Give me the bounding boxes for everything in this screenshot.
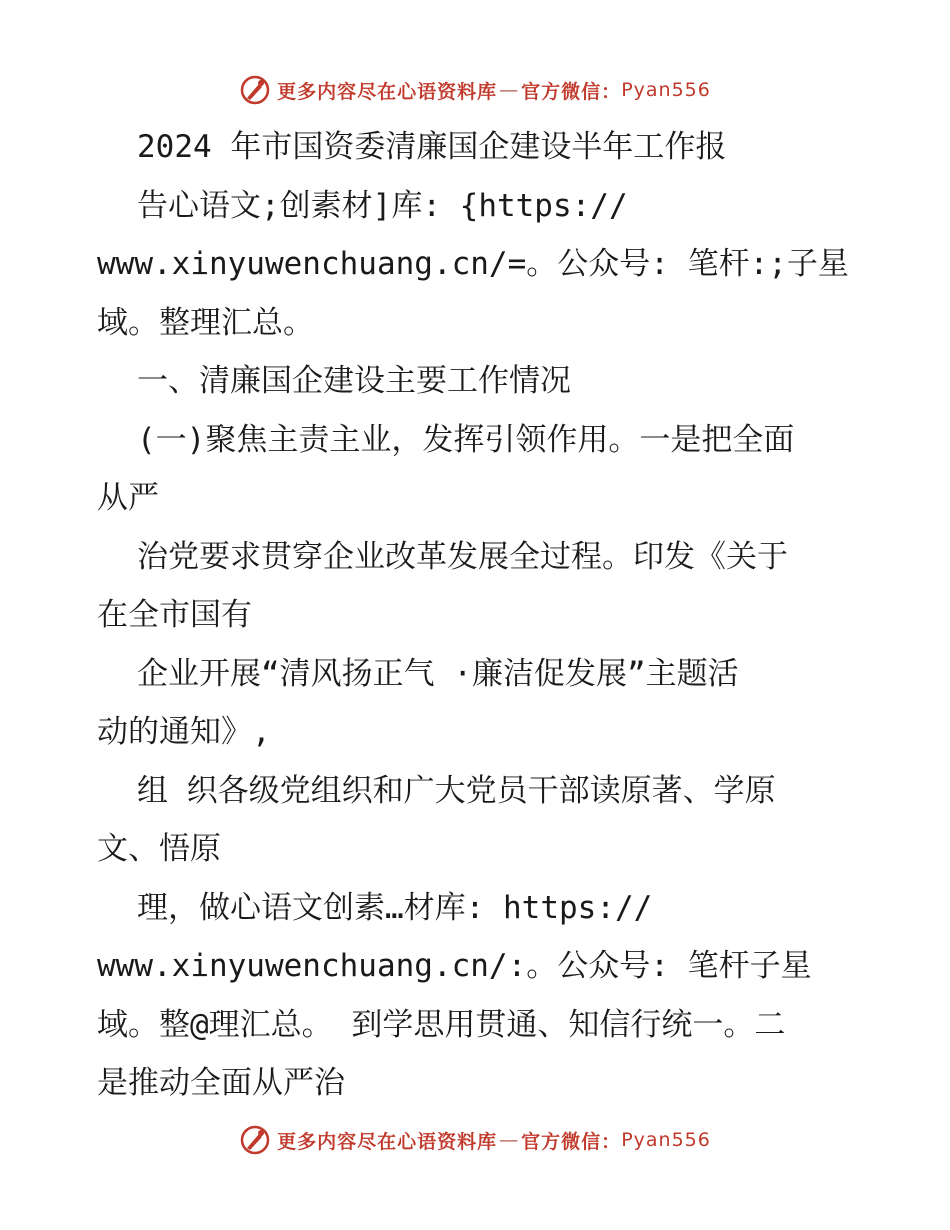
text-line: 从严: [97, 480, 159, 516]
header-watermark: [0, 70, 950, 110]
title-line-2: 告心语文;创素材]库: {https://: [137, 187, 628, 224]
text-line: 治党要求贯穿企业改革发展全过程。印发《关于: [137, 538, 788, 575]
watermark-separator: —: [499, 1129, 520, 1151]
document-body: [97, 118, 857, 1113]
text-line: 组 织各级党组织和广大党员干部读原著、学原: [137, 772, 776, 809]
section-heading: 一、清廉国企建设主要工作情况: [137, 363, 571, 399]
text-line: 文、悟原: [97, 831, 221, 867]
text-line: 域。整理汇总。: [97, 304, 314, 341]
watermark-text: 更多内容尽在心语资料库: [277, 80, 498, 103]
text-line: 理，做心语文创素…材库: https://: [137, 889, 653, 926]
watermark-separator: —: [499, 79, 520, 101]
text-line: 是推动全面从严治: [97, 1065, 345, 1101]
text-line: 域。整@理汇总。 到学思用贯通、知信行统一。二: [97, 1006, 786, 1043]
pen-circle-logo-icon: [239, 1124, 271, 1156]
text-line: 动的通知》,: [97, 714, 271, 750]
watermark-text: 更多内容尽在心语资料库: [277, 1130, 498, 1153]
watermark-wechat-id: Pyan556: [621, 79, 711, 101]
watermark-suffix: 官方微信：: [521, 80, 622, 103]
text-line: www.xinyuwenchuang.cn/=。公众号: 笔杆:;子星: [97, 246, 849, 282]
text-line: 企业开展“清风扬正气 ·廉洁促发展”主题活: [137, 655, 739, 692]
footer-watermark: [0, 1120, 950, 1160]
watermark-wechat-id: Pyan556: [621, 1129, 711, 1151]
text-line: www.xinyuwenchuang.cn/:。公众号: 笔杆子星: [97, 948, 812, 984]
pen-circle-logo-icon: [239, 74, 271, 106]
text-line: 在全市国有: [97, 597, 252, 633]
watermark-suffix: 官方微信：: [521, 1130, 622, 1153]
text-line: (一)聚焦主责主业，发挥引领作用。一是把全面: [137, 421, 795, 458]
title-line-1: 2024 年市国资委清廉国企建设半年工作报: [137, 129, 727, 165]
